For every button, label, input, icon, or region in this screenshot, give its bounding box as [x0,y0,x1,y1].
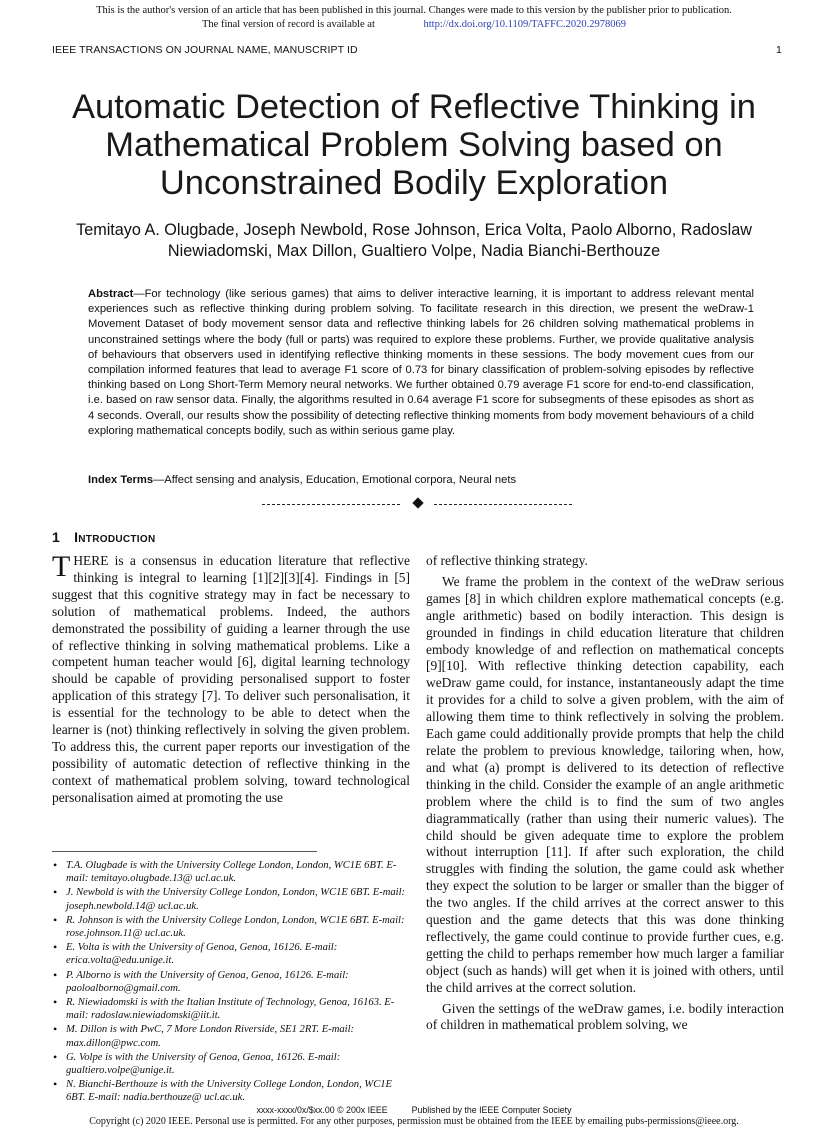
divider-dash-right [434,504,572,505]
abstract-text: —For technology (like serious games) that aims to deliver interactive learning, it is important to address relevant mental experiences such as reflective thinking during problem solving. To facilitate research in this direction, we present the weDraw-1 Movement Dataset of body movement sensor data and reflective thinking labels for 26 children solving mathematical problems in unconstrained settings where the body (full or parts) was required to explore these problems. Further, we provide qualitative analysis of behaviours that observers used in identifying reflective thinking moments in these sessions. The body movement cues from our compilation informed features that lead to average F1 score of 0.73 for binary classification of problem-solving episodes by reflective thinking based on Long Short-Term Memory neural networks. We further obtained 0.79 average F1 score for end-to-end classification, i.e. based on raw sensor data. Finally, the algorithms resulted in 0.64 average F1 score for subsegments of these episodes as short as 4 seconds. Overall, our results show the possibility of detecting reflective thinking moments from body movement behaviours of a child exploring mathematical concepts bodily, such as within serious game play. [88,288,754,437]
journal-name: IEEE TRANSACTIONS ON JOURNAL NAME, MANUSCRIPT ID [52,44,358,56]
section-divider [262,496,572,512]
section-title: Introduction [74,529,156,545]
footnote-item: • R. Johnson is with the University College London, London, WC1E 6BT. E-mail: rose.johnson.11@ ucl.ac.uk. [52,914,414,940]
page-number: 1 [776,44,782,56]
drop-cap: T [52,550,71,583]
banner-record-text: The final version of record is available at [202,19,375,30]
abstract-label: Abstract [88,288,134,300]
intro-paragraph-1-text: is a consensus in education literature that reflective thinking is integral to learning [1][2][3][4]. Findings in [5] suggest that this cognitive strategy may in fact be necessary to solution of mathematical problems. Indeed, the authors demonstrated the possibility of guiding a learner through the use of reflective thinking in solving mathematical problems. Like a competent human teacher would [6], digital learning technology should be capable of providing personalised support to foster application of this strategy [7]. To deliver such personalisation, it is essential for the technology to be able to detect when the learner is (not) thinking reflectively in solving the given problem. To address this, the current paper reports our investigation of the possibility of automatic detection of reflective thinking in the context of mathematical problem solving, toward technological personalisation aimed at promoting the use [52,553,410,805]
banner-record-line [0,18,828,32]
footnote-item: • N. Bianchi-Berthouze is with the University College London, London, WC1E 6BT. E-mail: nadia.berthouze@ ucl.ac.uk. [52,1078,414,1104]
intro-paragraph-1 [52,550,410,807]
intro-paragraph-3: Given the settings of the weDraw games, i.e. bodily interaction of children in mathematical problem solving, we [426,1000,784,1033]
abstract [88,287,754,439]
body-column-left [52,550,410,807]
author-list: Temitayo A. Olugbade, Joseph Newbold, Rose Johnson, Erica Volta, Paolo Alborno, Radoslaw Niewiadomski, Max Dillon, Gualtiero Volpe, Nadia Bianchi-Berthouze [76,221,752,260]
footer-issn: xxxx-xxxx/0x/$xx.00 © 200x IEEE [256,1105,388,1115]
footnote-item: • J. Newbold is with the University College London, London, WC1E 6BT. E-mail: joseph.newbold.14@ ucl.ac.uk. [52,886,414,912]
footnote-item: • P. Alborno is with the University of Genoa, Genoa, 16126. E-mail: paoloalborno@gmail.com. [52,969,414,995]
footer-copyright: Copyright (c) 2020 IEEE. Personal use is permitted. For any other purposes, permission must be obtained from the IEEE by emailing pubs-permissions@ieee.org. [89,1116,739,1127]
index-terms-text: —Affect sensing and analysis, Education, Emotional corpora, Neural nets [153,474,517,486]
footnote-item: • M. Dillon is with PwC, 7 More London Riverside, SE1 2RT. E-mail: max.dillon@pwc.com. [52,1023,414,1049]
publication-banner [0,4,828,32]
body-column-right [426,553,784,1034]
footnote-item: • R. Niewiadomski is with the Italian Institute of Technology, Genoa, 16163. E-mail: radoslaw.niewiadomski@iit.it. [52,996,414,1022]
divider-diamond-icon [412,497,423,508]
running-header [52,44,782,56]
footnote-item: • G. Volpe is with the University of Genoa, Genoa, 16126. E-mail: gualtiero.volpe@unige.it. [52,1051,414,1077]
footnote-item: • E. Volta is with the University of Genoa, Genoa, 16126. E-mail: erica.volta@edu.unige.it. [52,941,414,967]
divider-dash-left [262,504,400,505]
footnote-rule [52,851,317,852]
footer-publisher: Published by the IEEE Computer Society [411,1105,572,1115]
author-affiliations [52,859,414,1106]
footer-publisher-line [0,1105,828,1115]
intro-paragraph-2: We frame the problem in the context of the weDraw serious games [8] in which children explore mathematical concepts (e.g. angle arithmetic) based on bodily interaction. This design is grounded in findings in child education literature that children embody knowledge of and reflection on mathematical concepts [9][10]. With reflective thinking detection capability, each weDraw game could, for instance, instantaneously adapt the time it provides for a child to solve a given problem, with the aim of allowing them time to think reflectively in solving the problem. Each game could additionally provide prompts that help the child relate the problem to previous knowledge, tailoring when, how, and what (a) prompt is delivered to its detection of reflective thinking in the child. Consider the example of an angle arithmetic problem where the child is to find the sum of two angles diagrammatically (rather than using their numeric values). The child should be given adequate time to explore the problem without interruption [11]. If after such exploration, the child struggles with finding the solution, the game could ask whether they expect the solution to be larger or smaller than the bigger of the two angles. If the child arrives at the correct answer to this question and the game detects that this was done thinking reflectively, the game could continue to provide further cues, e.g. getting the child to perhaps remember how much larger a familiar object (such as hands) will get when it is joined with others, until the child arrives at the correct solution. [426,573,784,995]
section-number: 1 [52,529,61,545]
section-heading [52,529,155,545]
first-word: HERE [73,553,109,568]
doi-link[interactable]: http://dx.doi.org/10.1109/TAFFC.2020.2978069 [423,19,626,30]
banner-notice: This is the author's version of an article that has been published in this journal. Changes were made to this version by the publisher prior to publication. [96,5,732,16]
paper-title: Automatic Detection of Reflective Thinking in Mathematical Problem Solving based on Unconstrained Bodily Exploration [72,88,756,202]
intro-paragraph-1-cont: of reflective thinking strategy. [426,553,588,568]
index-terms-label: Index Terms [88,474,154,486]
index-terms [88,473,754,488]
footnote-item: • T.A. Olugbade is with the University College London, London, WC1E 6BT. E-mail: temitayo.olugbade.13@ ucl.ac.uk. [52,859,414,885]
